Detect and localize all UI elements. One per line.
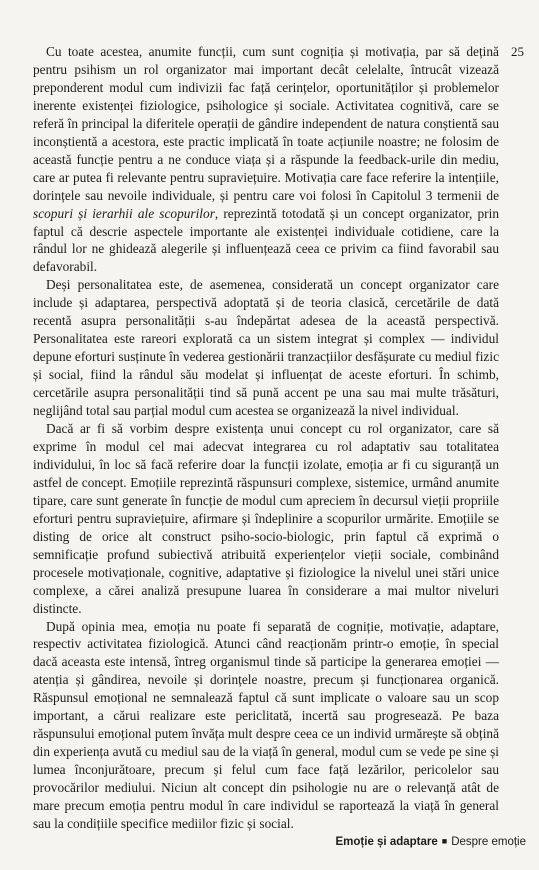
book-title: Emoție și adaptare	[335, 836, 438, 848]
paragraph-4: După opinia mea, emoția nu poate fi separată de cogniție, motivație, adaptare, respectiv activitatea fiziologică. Atunci când reacționăm printr-o emoție, în special dacă aceasta este intensă, întreg organismul tinde să participe la generarea emoției — atenția și gândirea, nevoile și dorințele noastre, precum și funcționarea organică. Răspunsul emoțional ne semnalează faptul că sunt implicate o valoare sau un scop important, a cărui realizare este periclitată, incertă sau progresează. Pe baza răspunsului emoțional putem învăța mult despre ceea ce un individ urmărește să obțină din experiența avută cu mediul sau de la viață în general, modul cum se vede pe sine și lumea înconjurătoare, precum și felul cum face față lezărilor, pericolelor sau provocărilor mediului. Niciun alt concept din psihologie nu are o relevanță atât de mare precum emoția pentru modul în care individul se raportează la viață în general sau la condițiile specifice mediilor fizic și social.	[33, 618, 499, 831]
running-footer	[336, 836, 527, 848]
italic-term: scopuri și ierarhii ale scopurilor	[33, 205, 215, 221]
paragraph-1-text-end: , reprezintă totodată și un concept organizator, prin faptul că descrie aspectele importante ale existenței individuale cotidiene, care la rândul lor ne ghidează alegerile și influențează ceea ce privim ca fiind favorabil sau defavorabil.	[33, 205, 499, 275]
paragraph-2: Deși personalitatea este, de asemenea, considerată un concept organizator care include și adaptarea, perspectivă adoptată și de teoria clasică, cercetările de dată recentă asupra personalității s-au îndepărtat adesea de la această perspectivă. Personalitatea este rareori explorată ca un sistem integrat și complex — individul depune eforturi susținute în vederea gestionării tranzacțiilor desfășurate cu mediul fizic și social, fiind la rândul său modelat și influențat de aceste eforturi. În schimb, cercetările asupra personalității tind să pună accent pe una sau mai multe trăsături, neglijând total sau parțial modul cum acestea se organizează la nivel individual.	[33, 277, 499, 419]
body-text	[33, 43, 499, 833]
page-number: 25	[511, 44, 524, 59]
paragraph-3: Dacă ar fi să vorbim despre existența unui concept cu rol organizator, care să exprime în modul cel mai adecvat integrarea cu rol adaptativ sau totalitatea individului, în loc să facă referire doar la funcții izolate, emoția ar fi cu siguranță un astfel de concept. Emoțiile reprezintă răspunsuri complexe, sistemice, urmând anumite tipare, care sunt generate în funcție de modul cum apreciem în decursul vieții propriile eforturi pentru supraviețuire, afirmare și îndeplinire a scopurilor urmărite. Emoțiile se disting de orice alt construct psiho-socio-biologic, prin faptul că exprimă o semnificație profund subiectivă atribuită experiențelor vieții sociale, combinând procesele motivaționale, cognitive, adaptative și fiziologice la nivelul unei stări unice complexe, a cărei analiză presupune luarea în considerare a mai multor niveluri distincte.	[33, 421, 499, 616]
paragraph-1	[33, 43, 499, 276]
paragraph-1-text: Cu toate acestea, anumite funcții, cum sunt cogniția și motivația, par să dețină pentru psihism un rol organizator mai important decât celelalte, întrucât vizează preponderent modul cum indivizii fac față cerințelor, oportunităților și problemelor inerente existenței fiziologice, psihologice și sociale. Activitatea cognitivă, care se referă în principal la diferitele operații de gândire independent de natura conștientă sau inconștientă a acestora, este practic implicată în toate acțiunile noastre; ne folosim de această funcție pentru a ne conduce viața și a răspunde la feedback-urile din mediu, care ar putea fi relevante pentru supraviețuire. Motivația care face referire la intențiile, dorințele sau nevoile individuale, și pentru care voi folosi în Capitolul 3 termenii de	[33, 44, 499, 203]
chapter-title: Despre emoție	[451, 836, 526, 848]
separator-square-icon: ■	[441, 836, 448, 846]
